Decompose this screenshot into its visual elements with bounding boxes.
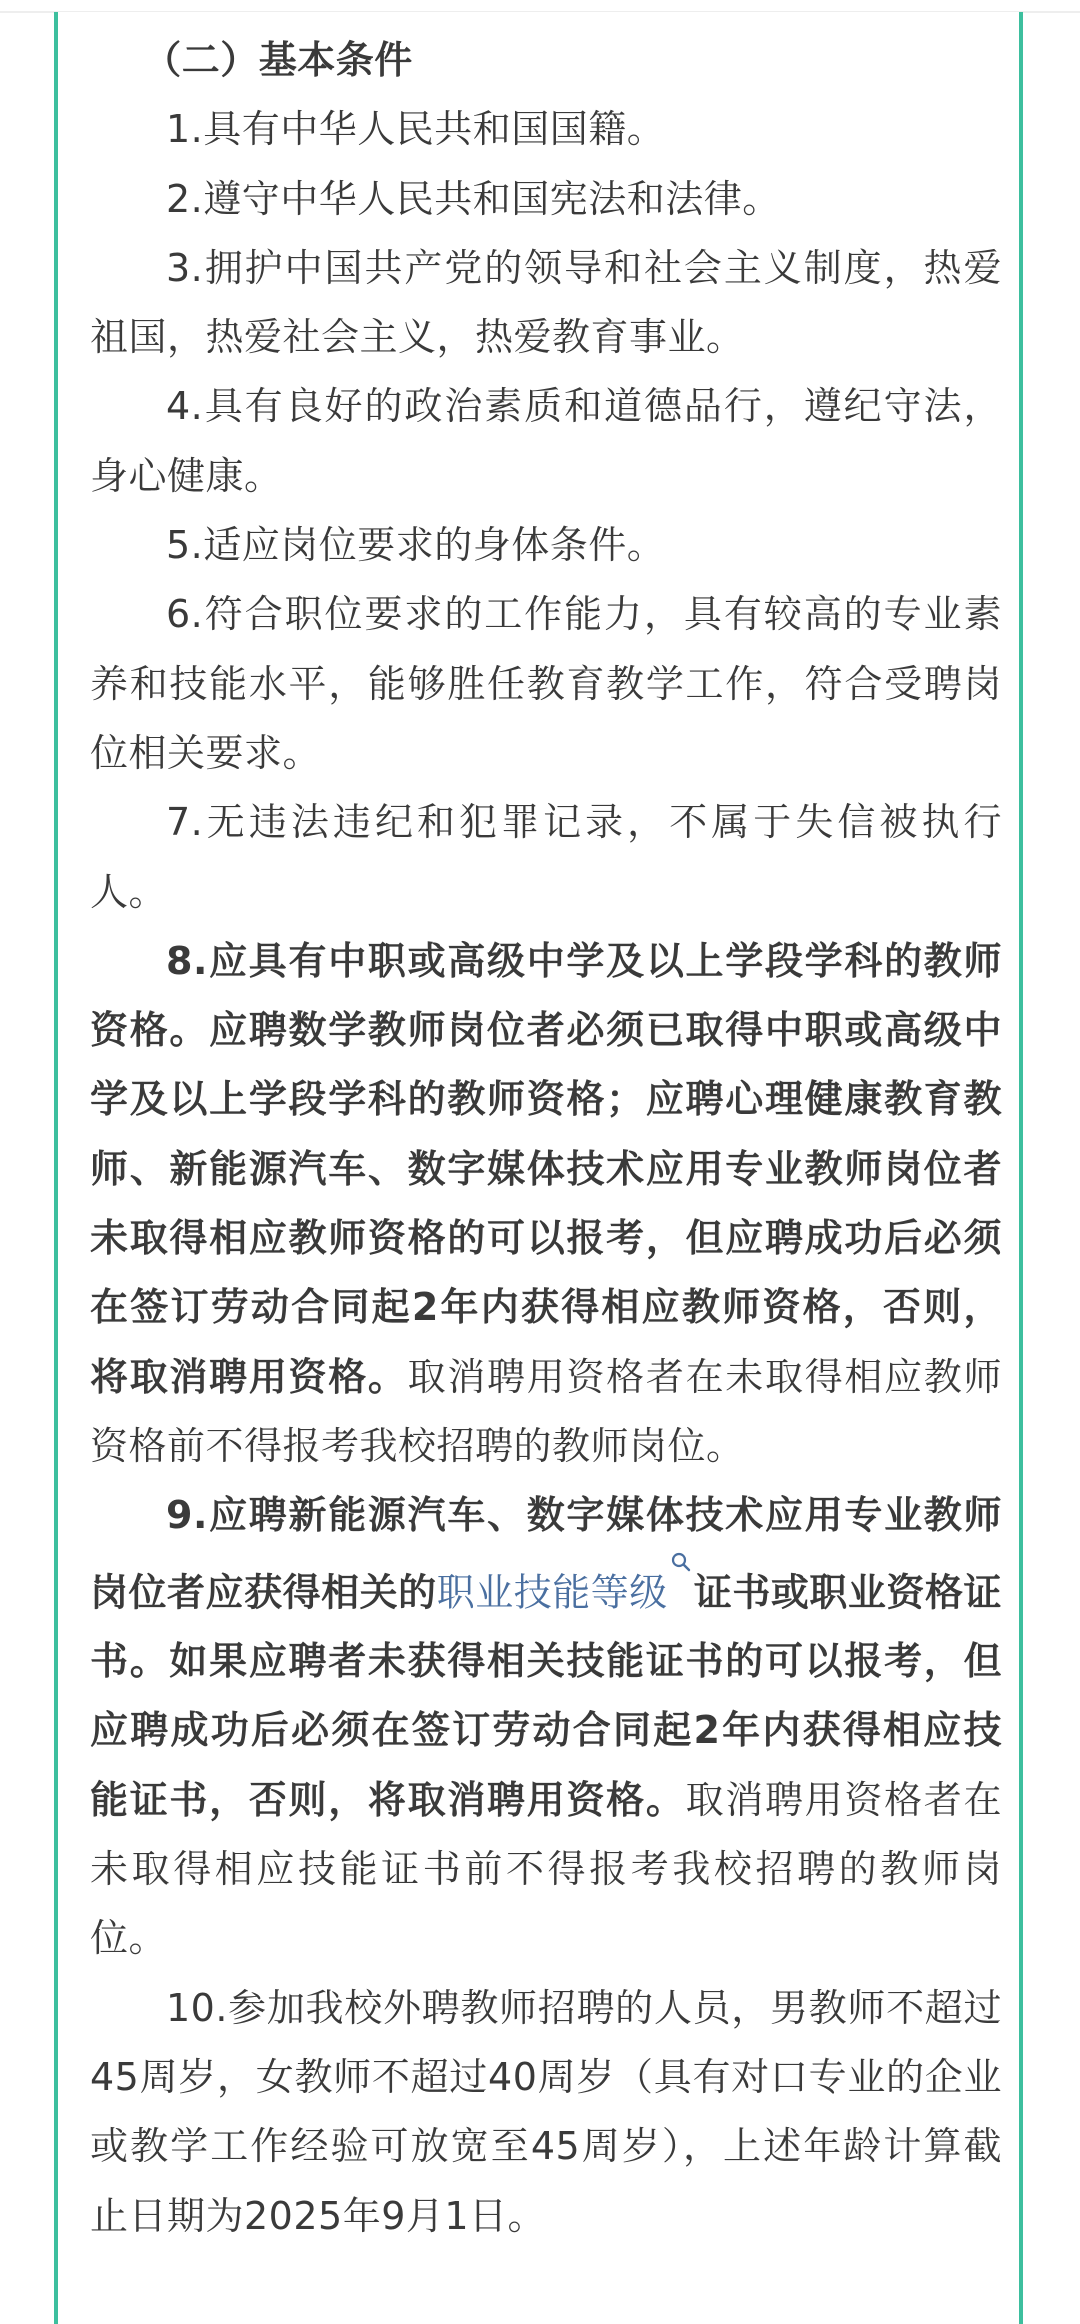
search-icon[interactable]: [670, 1551, 692, 1573]
condition-item-3: 3.拥护中国共产党的领导和社会主义制度，热爱祖国，热爱社会主义，热爱教育事业。: [90, 245, 1002, 360]
condition-item-4: 4.具有良好的政治素质和道德品行，遵纪守法，身心健康。: [90, 384, 1002, 498]
article-content: [90, 26, 1002, 2251]
item-9-bold-text-a: 9.应聘新能源汽车、数字媒体技术应用专业教师岗位者应获得相关的: [90, 1493, 1002, 1614]
item-9-bold-text-b: 证书或职业资格证书。如果应聘者未获得相关技能证书的可以报考，但应聘成功后必须在签订劳动合同起2年内获得相应技能证书，否则，将取消聘用资格。: [90, 1569, 1002, 1822]
condition-item-2: 2.遵守中华人民共和国宪法和法律。: [166, 176, 781, 221]
condition-item-5: 5.适应岗位要求的身体条件。: [166, 523, 666, 568]
condition-item-8: [90, 927, 1002, 1481]
item-8-regular-text: 取消聘用资格者在未取得相应教师资格前不得报考我校招聘的教师岗位。: [90, 1354, 1002, 1468]
article-frame: [54, 12, 1023, 2324]
condition-item-7: 7.无违法违纪和犯罪记录，不属于失信被执行人。: [90, 800, 1002, 914]
section-heading: （二）基本条件: [143, 38, 413, 82]
condition-item-6: 6.符合职位要求的工作能力，具有较高的专业素养和技能水平，能够胜任教育教学工作，符合受聘岗位相关要求。: [90, 592, 1002, 775]
item-9-regular-text: 取消聘用资格者在未取得相应技能证书前不得报考我校招聘的教师岗位。: [90, 1777, 1002, 1961]
condition-item-9: [90, 1481, 1002, 1973]
condition-item-1: 1.具有中华人民共和国国籍。: [166, 107, 666, 152]
condition-item-10: 10.参加我校外聘教师招聘的人员，男教师不超过45周岁，女教师不超过40周岁（具有对口专业的企业或教学工作经验可放宽至45周岁），上述年龄计算截止日期为2025年9月1日。: [90, 1985, 1002, 2238]
item-8-bold-text: 8.应具有中职或高级中学及以上学段学科的教师资格。应聘数学教师岗位者必须已取得中职或高级中学及以上学段学科的教师资格；应聘心理健康教育教师、新能源汽车、数字媒体技术应用专业教师岗位者未取得相应教师资格的可以报考，但应聘成功后必须在签订劳动合同起2年内获得相应教师资格，否则，将取消聘用资格。: [90, 938, 1002, 1399]
skill-level-link[interactable]: 职业技能等级: [436, 1569, 668, 1614]
